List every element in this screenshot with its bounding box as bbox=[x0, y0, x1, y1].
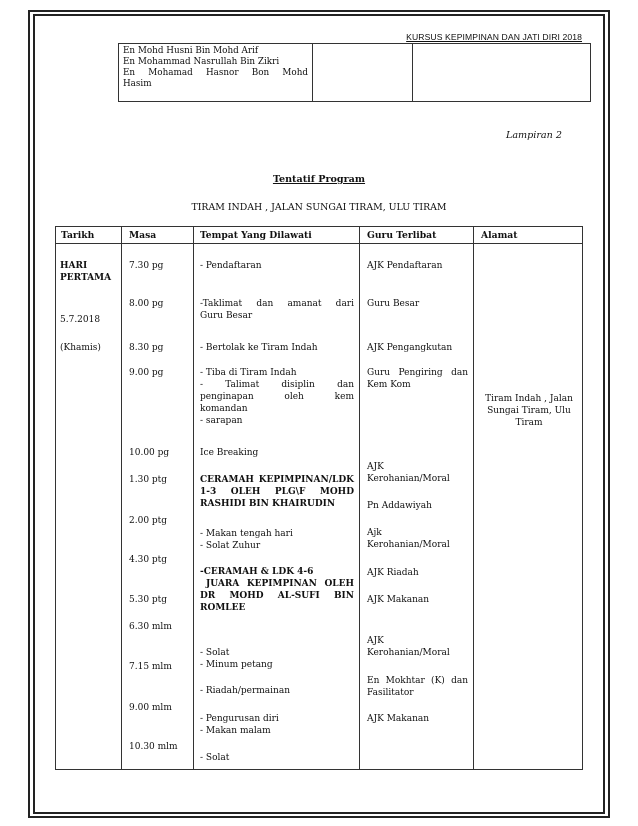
teacher-line: AJK Makanan bbox=[367, 714, 430, 724]
committee-name: Hasim bbox=[123, 79, 152, 89]
activity-line: - Makan malam bbox=[200, 726, 271, 736]
committee-name: En Mohammad Nasrullah Bin Zikri bbox=[123, 57, 280, 67]
activity-line: - Pendaftaran bbox=[200, 261, 262, 271]
activity-line: - Solat bbox=[200, 753, 230, 763]
time-cell: 7.30 pg bbox=[129, 261, 164, 271]
committee-table bbox=[118, 43, 591, 102]
time-cell: 8.00 pg bbox=[129, 299, 164, 309]
time-cell: 8.30 pg bbox=[129, 343, 164, 353]
day-label: PERTAMA bbox=[60, 273, 112, 283]
time-cell: 9.00 pg bbox=[129, 368, 164, 378]
activity-line: komandan bbox=[200, 404, 248, 414]
teacher-line: AJK Pendaftaran bbox=[367, 261, 443, 271]
activity-line: - Tiba di Tiram Indah bbox=[200, 368, 297, 378]
activity-line: JUARA KEPIMPINAN OLEH bbox=[206, 579, 354, 589]
empty-cell bbox=[313, 44, 413, 102]
time-cell: 4.30 ptg bbox=[129, 555, 168, 565]
column-header: Tempat Yang Dilawati bbox=[200, 230, 312, 241]
time-cell: 6.30 mlm bbox=[129, 622, 172, 632]
activity-line: -Taklimat dan amanat dari bbox=[200, 299, 354, 309]
teacher-line: Ajk bbox=[367, 528, 382, 538]
teacher-line: Kerohanian/Moral bbox=[367, 540, 450, 550]
activity-line: ROMLEE bbox=[200, 603, 246, 613]
column-header: Guru Terlibat bbox=[367, 230, 437, 241]
teacher-line: En Mokhtar (K) dan bbox=[367, 676, 468, 686]
teacher-line: Fasilitator bbox=[367, 688, 414, 698]
activity-line: - Minum petang bbox=[200, 660, 273, 670]
address-line: Tiram Indah , Jalan bbox=[485, 394, 573, 404]
teacher-line: Pn Addawiyah bbox=[367, 501, 432, 511]
teacher-line: AJK Riadah bbox=[367, 568, 419, 578]
activity-line: CERAMAH KEPIMPINAN/LDK bbox=[200, 475, 354, 485]
activity-line: Guru Besar bbox=[200, 311, 253, 321]
activity-line: - sarapan bbox=[200, 416, 243, 426]
day-label: HARI bbox=[60, 261, 88, 271]
address-line: Tiram bbox=[515, 418, 543, 428]
empty-cell bbox=[413, 44, 591, 102]
appendix-label: Lampiran 2 bbox=[505, 130, 562, 141]
column-divider bbox=[193, 227, 194, 769]
committee-name: En Mohamad Hasnor Bon Mohd bbox=[123, 68, 308, 78]
location-subtitle: TIRAM INDAH , JALAN SUNGAI TIRAM, ULU TIRAM bbox=[191, 202, 447, 213]
teacher-line: Kem Kom bbox=[367, 380, 411, 390]
time-cell: 1.30 ptg bbox=[129, 475, 168, 485]
column-divider bbox=[473, 227, 474, 769]
teacher-line: AJK Makanan bbox=[367, 595, 430, 605]
time-cell: 9.00 mlm bbox=[129, 703, 172, 713]
activity-line: penginapan oleh kem bbox=[200, 392, 354, 402]
column-divider bbox=[359, 227, 360, 769]
time-cell: 10.30 mlm bbox=[129, 742, 178, 752]
activity-line: - Solat Zuhur bbox=[200, 541, 261, 551]
activity-line: - Talimat disiplin dan bbox=[200, 380, 354, 390]
page-title: Tentatif Program bbox=[272, 174, 366, 185]
committee-names-cell bbox=[119, 44, 313, 102]
teacher-line: AJK bbox=[367, 636, 384, 646]
time-cell: 5.30 ptg bbox=[129, 595, 168, 605]
date-value: 5.7.2018 bbox=[60, 315, 101, 325]
course-header: KURSUS KEPIMPINAN DAN JATI DIRI 2018 bbox=[406, 32, 582, 42]
teacher-line: AJK Pengangkutan bbox=[367, 343, 453, 353]
teacher-line: Kerohanian/Moral bbox=[367, 648, 450, 658]
schedule-table bbox=[55, 226, 583, 770]
teacher-line: Kerohanian/Moral bbox=[367, 474, 450, 484]
address-line: Sungai Tiram, Ulu bbox=[487, 406, 571, 416]
teacher-line: Guru Besar bbox=[367, 299, 420, 309]
activity-line: - Makan tengah hari bbox=[200, 529, 293, 539]
table-header-row bbox=[56, 227, 582, 244]
activity-line: - Bertolak ke Tiram Indah bbox=[200, 343, 318, 353]
activity-line: - Riadah/permainan bbox=[200, 686, 291, 696]
column-header: Masa bbox=[129, 230, 157, 241]
teacher-line: Guru Pengiring dan bbox=[367, 368, 468, 378]
column-header: Tarikh bbox=[61, 230, 95, 241]
committee-name: En Mohd Husni Bin Mohd Arif bbox=[123, 46, 259, 56]
column-header: Alamat bbox=[481, 230, 518, 241]
activity-line: - Pengurusan diri bbox=[200, 714, 279, 724]
activity-line: Ice Breaking bbox=[200, 448, 259, 458]
activity-line: DR MOHD AL-SUFI BIN bbox=[200, 591, 354, 601]
time-cell: 10.00 pg bbox=[129, 448, 170, 458]
activity-line: RASHIDI BIN KHAIRUDIN bbox=[200, 499, 336, 509]
teacher-line: AJK bbox=[367, 462, 384, 472]
time-cell: 2.00 ptg bbox=[129, 516, 168, 526]
activity-line: - Solat bbox=[200, 648, 230, 658]
weekday-value: (Khamis) bbox=[60, 343, 101, 353]
time-cell: 7.15 mlm bbox=[129, 662, 172, 672]
activity-line: 1-3 OLEH PLG\F MOHD bbox=[200, 487, 354, 497]
activity-line: -CERAMAH & LDK 4-6 bbox=[200, 567, 314, 577]
column-divider bbox=[121, 227, 122, 769]
